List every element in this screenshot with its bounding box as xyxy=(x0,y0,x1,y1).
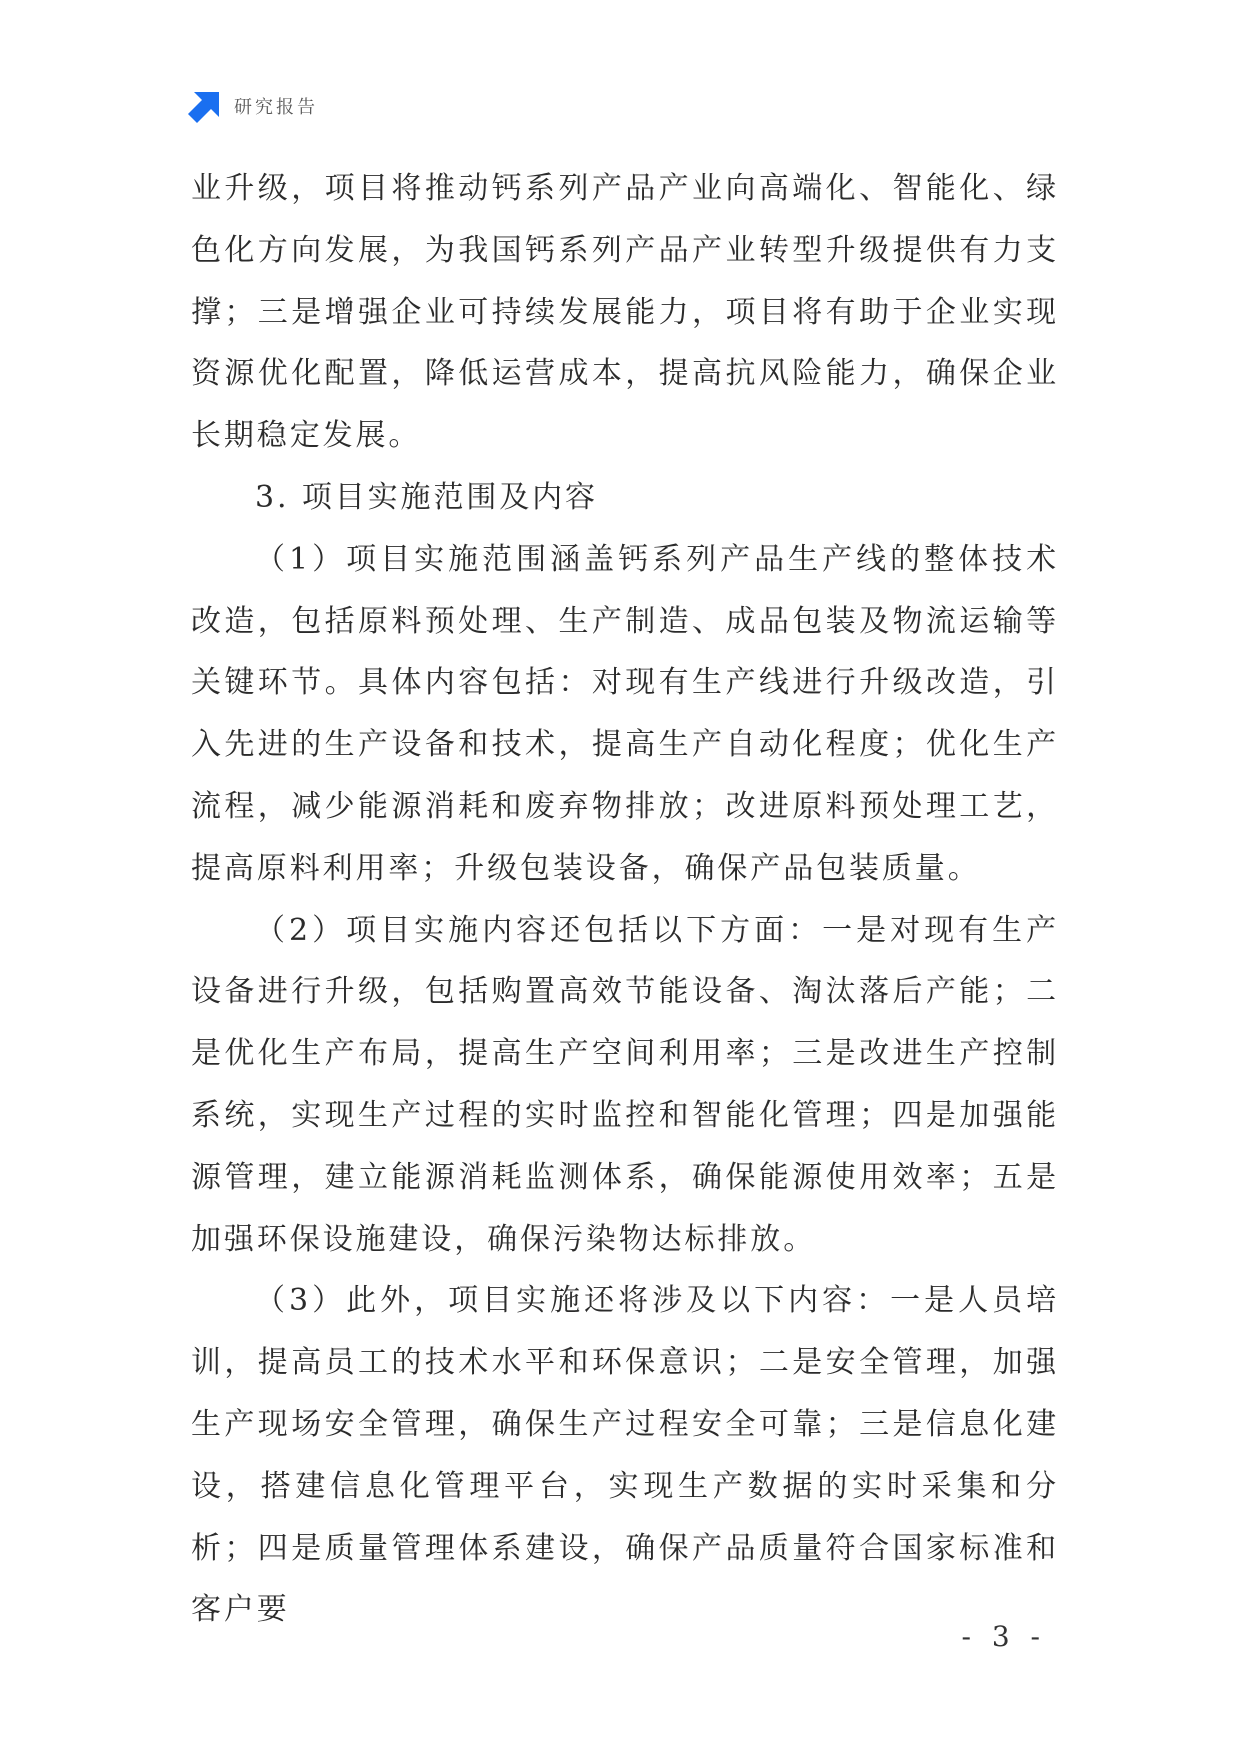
section-heading: 3. 项目实施范围及内容 xyxy=(255,479,598,515)
arrow-logo-icon xyxy=(188,89,222,123)
paragraph-item-2: （2）项目实施内容还包括以下方面：一是对现有生产设备进行升级，包括购置高效节能设备、淘汰落后产能；二是优化生产布局，提高生产空间利用率；三是改进生产控制系统，实现生产过程的实时监控和智能化管理；四是加强能源管理，建立能源消耗监测体系，确保能源使用效率；五是加强环保设施建设，确保污染物达标排放。 xyxy=(191,912,1059,1257)
paragraph-continuation: 业升级，项目将推动钙系列产品产业向高端化、智能化、绿色化方向发展，为我国钙系列产品产业转型升级提供有力支撑；三是增强企业可持续发展能力，项目将有助于企业实现资源优化配置，降低运营成本，提高抗风险能力，确保企业长期稳定发展。 xyxy=(191,171,1059,454)
page-header xyxy=(188,88,318,124)
paragraph-item-1: （1）项目实施范围涵盖钙系列产品生产线的整体技术改造，包括原料预处理、生产制造、成品包装及物流运输等关键环节。具体内容包括：对现有生产线进行升级改造，引入先进的生产设备和技术，提高生产自动化程度；优化生产流程，减少能源消耗和废弃物排放；改进原料预处理工艺，提高原料利用率；升级包装设备，确保产品包装质量。 xyxy=(191,541,1059,886)
page-number: - 3 - xyxy=(961,1620,1046,1653)
document-body xyxy=(191,158,1059,1641)
header-title: 研究报告 xyxy=(234,97,318,118)
paragraph-item-3: （3）此外，项目实施还将涉及以下内容：一是人员培训，提高员工的技术水平和环保意识；二是安全管理，加强生产现场安全管理，确保生产过程安全可靠；三是信息化建设，搭建信息化管理平台，实现生产数据的实时采集和分析；四是质量管理体系建设，确保产品质量符合国家标准和客户要 xyxy=(191,1283,1059,1628)
